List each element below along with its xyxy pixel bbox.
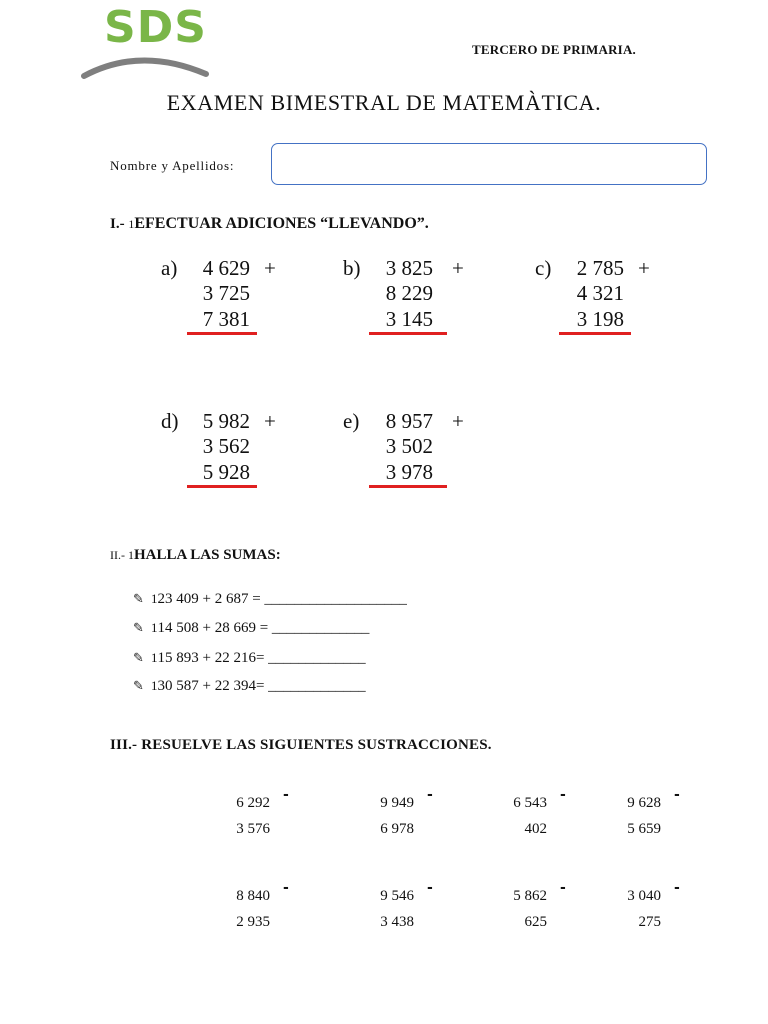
section-2-heading bbox=[110, 547, 281, 564]
sum-item-number: 1 bbox=[151, 591, 158, 606]
logo-text: SDS bbox=[104, 2, 207, 53]
plus-sign: + bbox=[264, 256, 276, 280]
minuend: 6 543 bbox=[513, 795, 547, 811]
minus-sign: - bbox=[560, 787, 566, 803]
sum-underline bbox=[559, 332, 631, 335]
sum-underline bbox=[369, 332, 447, 335]
problem-letter: b) bbox=[343, 256, 361, 280]
subtrahend: 625 bbox=[524, 914, 547, 930]
subtrahend: 275 bbox=[638, 914, 661, 930]
addend-1: 4 629 bbox=[202, 256, 250, 280]
addend-1: 3 825 bbox=[385, 256, 433, 280]
sum-exercise-text: 15 893 + 22 216= _____________ bbox=[157, 650, 366, 666]
minus-sign: - bbox=[283, 787, 289, 803]
sum-item-number: 1 bbox=[151, 620, 158, 635]
addend-1: 2 785 bbox=[576, 256, 624, 280]
grade-label: TERCERO DE PRIMARIA. bbox=[472, 42, 636, 57]
minuend: 9 628 bbox=[627, 795, 661, 811]
subtraction-problem bbox=[597, 880, 680, 935]
exam-title: EXAMEN BIMESTRAL DE MATEMÀTICA. bbox=[166, 90, 602, 115]
sum-exercise bbox=[133, 650, 366, 667]
minuend: 9 949 bbox=[380, 795, 414, 811]
minus-sign: - bbox=[560, 880, 566, 896]
subtraction-problem bbox=[483, 787, 566, 842]
name-field-label: Nombre y Apellidos: bbox=[110, 158, 235, 173]
minuend: 6 292 bbox=[236, 795, 270, 811]
addend-3: 3 978 bbox=[385, 460, 433, 484]
minus-sign: - bbox=[674, 787, 680, 803]
pencil-icon: ✎ bbox=[133, 679, 144, 694]
subtrahend: 3 576 bbox=[236, 821, 270, 837]
addend-3: 5 928 bbox=[202, 460, 250, 484]
sum-exercise bbox=[133, 620, 369, 637]
addend-3: 7 381 bbox=[202, 307, 250, 331]
sum-exercise-text: 30 587 + 22 394= _____________ bbox=[157, 678, 366, 694]
sum-underline bbox=[369, 485, 447, 488]
subtraction-problem bbox=[206, 880, 289, 935]
section-1-heading bbox=[110, 215, 429, 233]
subtraction-problem bbox=[350, 880, 433, 935]
addend-1: 8 957 bbox=[385, 409, 433, 433]
addend-2: 8 229 bbox=[385, 281, 433, 305]
addend-2: 3 562 bbox=[202, 434, 250, 458]
addend-3: 3 198 bbox=[576, 307, 624, 331]
addend-2: 3 725 bbox=[202, 281, 250, 305]
addend-1: 5 982 bbox=[202, 409, 250, 433]
name-input-box[interactable] bbox=[271, 143, 707, 185]
subtrahend: 3 438 bbox=[380, 914, 414, 930]
minus-sign: - bbox=[283, 880, 289, 896]
subtraction-problem bbox=[350, 787, 433, 842]
addend-3: 3 145 bbox=[385, 307, 433, 331]
section-2-title: HALLA LAS SUMAS: bbox=[134, 547, 281, 563]
minuend: 8 840 bbox=[236, 888, 270, 904]
plus-sign: + bbox=[452, 409, 464, 433]
minuend: 3 040 bbox=[627, 888, 661, 904]
plus-sign: + bbox=[452, 256, 464, 280]
plus-sign: + bbox=[638, 256, 650, 280]
sum-exercise-text: 23 409 + 2 687 = ___________________ bbox=[157, 591, 407, 607]
addend-2: 4 321 bbox=[576, 281, 624, 305]
logo-arc-icon bbox=[80, 46, 210, 86]
problem-letter: d) bbox=[161, 409, 179, 433]
pencil-icon: ✎ bbox=[133, 592, 144, 607]
sum-underline bbox=[187, 485, 257, 488]
subtrahend: 5 659 bbox=[627, 821, 661, 837]
section-2-item-number: 1 bbox=[128, 548, 134, 562]
school-logo bbox=[80, 2, 210, 78]
pencil-icon: ✎ bbox=[133, 651, 144, 666]
sum-item-number: 1 bbox=[151, 650, 158, 665]
section-2-number: II.- bbox=[110, 548, 128, 562]
addend-2: 3 502 bbox=[385, 434, 433, 458]
plus-sign: + bbox=[264, 409, 276, 433]
minuend: 9 546 bbox=[380, 888, 414, 904]
section-3-heading: III.- RESUELVE LAS SIGUIENTES SUSTRACCIONES. bbox=[110, 737, 492, 753]
subtraction-problem bbox=[597, 787, 680, 842]
minus-sign: - bbox=[674, 880, 680, 896]
sum-underline bbox=[187, 332, 257, 335]
subtrahend: 6 978 bbox=[380, 821, 414, 837]
problem-letter: e) bbox=[343, 409, 360, 433]
pencil-icon: ✎ bbox=[133, 621, 144, 636]
subtrahend: 402 bbox=[524, 821, 547, 837]
minus-sign: - bbox=[427, 880, 433, 896]
subtraction-problem bbox=[206, 787, 289, 842]
section-1-number: I.- bbox=[110, 216, 129, 232]
subtraction-problem bbox=[483, 880, 566, 935]
section-1-title: EFECTUAR ADICIONES “LLEVANDO”. bbox=[134, 215, 429, 232]
sum-exercise bbox=[133, 678, 366, 695]
minus-sign: - bbox=[427, 787, 433, 803]
minuend: 5 862 bbox=[513, 888, 547, 904]
section-1-item-number: 1 bbox=[128, 217, 135, 231]
sum-exercise bbox=[133, 591, 407, 608]
problem-letter: a) bbox=[161, 256, 178, 280]
sum-exercise-text: 14 508 + 28 669 = _____________ bbox=[157, 620, 370, 636]
subtrahend: 2 935 bbox=[236, 914, 270, 930]
sum-item-number: 1 bbox=[151, 678, 158, 693]
problem-letter: c) bbox=[535, 256, 552, 280]
